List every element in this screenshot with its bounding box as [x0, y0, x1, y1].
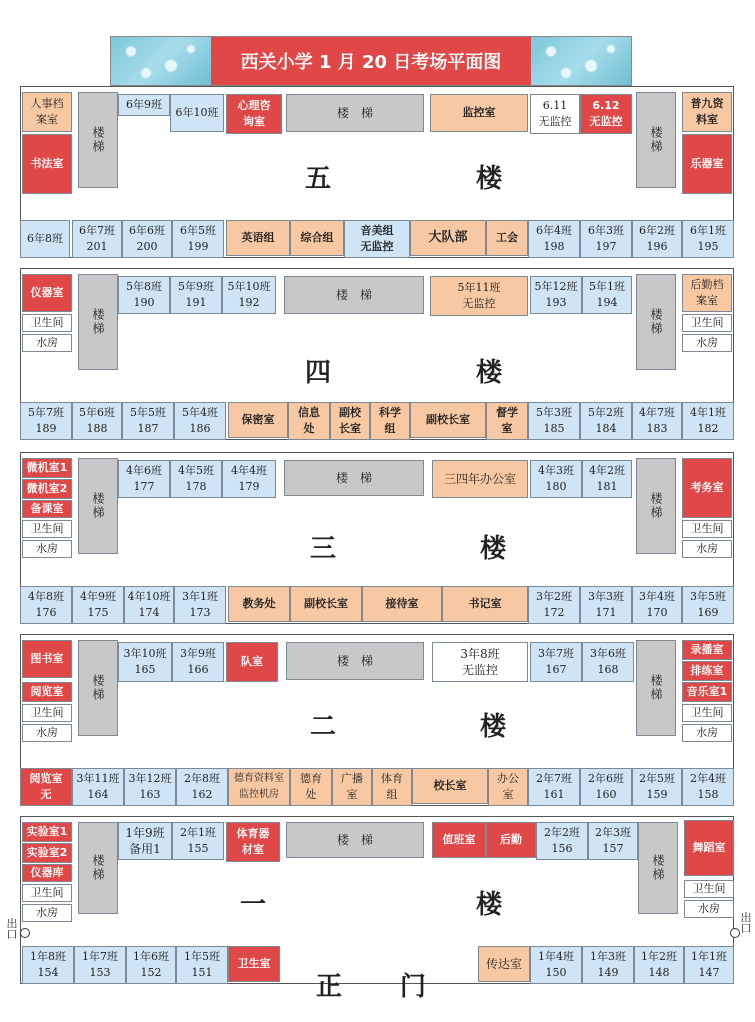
room-vice-principal-3: 副校长室 [290, 586, 362, 622]
stairs-5-left: 楼梯 [78, 92, 118, 188]
stairs-2-right: 楼梯 [636, 640, 676, 736]
room-6-2: 6年2班 196 [632, 220, 682, 258]
room-union: 工会 [486, 220, 528, 256]
room-broadcast: 广播 室 [332, 768, 372, 806]
main-gate-label: 正 门 [316, 972, 429, 1002]
room-team: 队室 [226, 642, 278, 682]
water-decoration-right [531, 37, 631, 85]
room-4-7: 4年7班 183 [632, 402, 682, 440]
floor-4-lou: 楼 [476, 358, 503, 388]
room-water-1l: 水房 [22, 904, 72, 922]
room-logistics: 后勤 [486, 822, 536, 858]
room-1-2: 1年2班 148 [634, 946, 684, 984]
stairs-5-center: 楼 梯 [286, 94, 424, 132]
room-logistics-archive: 后勤档 案室 [682, 274, 732, 312]
room-2-6: 2年6班 160 [580, 768, 632, 806]
room-5-11: 5年11班 无监控 [430, 276, 528, 316]
room-duty: 值班室 [432, 822, 486, 858]
room-2-7: 2年7班 161 [528, 768, 580, 806]
room-5-5: 5年5班 187 [122, 402, 174, 440]
room-4-3: 4年3班 180 [530, 460, 582, 498]
stairs-3-left: 楼梯 [78, 458, 118, 554]
room-exam-affairs: 考务室 [682, 458, 732, 518]
room-restroom-2l: 卫生间 [22, 704, 72, 722]
stairs-1-left: 楼梯 [78, 822, 118, 914]
room-3-5: 3年5班 169 [682, 586, 734, 624]
room-1-5: 1年5班 151 [176, 946, 228, 984]
floor-3-lou: 楼 [480, 534, 507, 564]
room-office-2: 办公 室 [488, 768, 528, 806]
room-3-12: 3年12班 163 [124, 768, 176, 806]
room-counseling: 心理咨 询室 [226, 94, 282, 134]
room-calligraphy: 书法室 [22, 134, 72, 194]
room-1-8: 1年8班 154 [22, 946, 74, 984]
room-4-1: 4年1班 182 [682, 402, 734, 440]
room-water-2l: 水房 [22, 724, 72, 742]
room-lesson-prep: 备课室 [22, 500, 72, 518]
room-5-10: 5年10班 192 [222, 276, 276, 314]
room-6-11: 6.11 无监控 [530, 94, 580, 134]
room-1-3: 1年3班 149 [582, 946, 634, 984]
room-6-8: 6年8班 [20, 220, 70, 258]
room-clinic: 卫生室 [228, 946, 280, 982]
room-1-4: 1年4班 150 [530, 946, 582, 984]
room-moral-office: 德育 处 [290, 768, 332, 806]
room-restroom-1l: 卫生间 [22, 884, 72, 902]
room-water-1r: 水房 [684, 900, 734, 918]
room-5-7: 5年7班 189 [20, 402, 72, 440]
room-inspector: 督学 室 [486, 402, 528, 440]
room-3-8: 3年8班 无监控 [432, 642, 528, 682]
water-decoration-left [111, 37, 211, 85]
room-confidential: 保密室 [228, 402, 288, 438]
room-2-5: 2年5班 159 [632, 768, 682, 806]
stairs-1-center: 楼 梯 [286, 822, 424, 858]
room-3-11: 3年11班 164 [72, 768, 124, 806]
room-6-1: 6年1班 195 [682, 220, 734, 258]
room-apparatus-store: 仪器库 [22, 864, 72, 882]
room-5-1: 5年1班 194 [582, 276, 632, 314]
room-restroom-4r: 卫生间 [682, 314, 732, 332]
room-3-10: 3年10班 165 [118, 642, 172, 682]
room-secretary: 书记室 [442, 586, 528, 622]
room-reading-a: 阅览室 [22, 682, 72, 702]
room-brigade: 大队部 [410, 220, 486, 256]
room-pe-equipment: 体育器 材室 [226, 822, 280, 862]
room-6-12: 6.12 无监控 [580, 94, 632, 134]
room-6-4: 6年4班 198 [528, 220, 580, 258]
room-3-2: 3年2班 172 [528, 586, 580, 624]
room-2-4: 2年4班 158 [682, 768, 734, 806]
room-water-4l: 水房 [22, 334, 72, 352]
room-music-1: 音乐室1 [682, 682, 732, 702]
room-6-6: 6年6班 200 [122, 220, 172, 258]
room-water-3l: 水房 [22, 540, 72, 558]
room-1-7: 1年7班 153 [74, 946, 126, 984]
room-apparatus: 仪器室 [22, 274, 72, 312]
room-5-9: 5年9班 191 [170, 276, 222, 314]
exit-right-label: 出口 [740, 911, 752, 935]
floor-3-label: 三 [310, 534, 337, 564]
room-5-6: 5年6班 188 [72, 402, 122, 440]
stairs-4-left: 楼梯 [78, 274, 118, 370]
room-restroom-3l: 卫生间 [22, 520, 72, 538]
room-6-5: 6年5班 199 [172, 220, 224, 258]
room-2-1: 2年1班 155 [172, 822, 224, 860]
room-lab-1: 实验室1 [22, 822, 72, 842]
room-music-art-group: 音美组 无监控 [344, 220, 410, 258]
room-pe-group: 体育 组 [372, 768, 412, 806]
room-vice-principal-b: 副校长室 [410, 402, 486, 438]
floor-5-lou: 楼 [476, 164, 503, 194]
room-reading-b: 阅览室 无 [20, 768, 72, 806]
exit-left-label: 出口 [6, 917, 18, 941]
room-4-10: 4年10班 174 [124, 586, 174, 624]
room-2-3: 2年3班 157 [588, 822, 638, 860]
room-science-group: 科学 组 [370, 402, 410, 440]
floor-1-label: 一 [240, 890, 267, 920]
stairs-2-center: 楼 梯 [286, 642, 424, 680]
room-instruments: 乐器室 [682, 134, 732, 194]
room-4-4: 4年4班 179 [222, 460, 276, 498]
room-lab-2: 实验室2 [22, 843, 72, 863]
room-5-8: 5年8班 190 [118, 276, 170, 314]
stairs-3-center: 楼 梯 [284, 460, 424, 496]
room-2-8: 2年8班 162 [176, 768, 228, 806]
room-restroom-1r: 卫生间 [684, 880, 734, 898]
room-5-2: 5年2班 184 [580, 402, 632, 440]
room-6-9: 6年9班 [118, 94, 170, 116]
room-pujiu-archive: 普九资 料室 [682, 92, 732, 132]
exit-right-marker [730, 928, 740, 938]
room-information: 信息 处 [288, 402, 330, 440]
title-banner [110, 36, 632, 86]
room-computer-1: 微机室1 [22, 458, 72, 478]
room-4-9: 4年9班 175 [72, 586, 124, 624]
room-water-3r: 水房 [682, 540, 732, 558]
room-3-1: 3年1班 173 [174, 586, 226, 624]
floor-4-label: 四 [305, 358, 332, 388]
room-vice-principal-a: 副校 长室 [330, 402, 370, 440]
room-6-3: 6年3班 197 [580, 220, 632, 258]
room-moral-archive: 德育资料室 监控机房 [228, 768, 290, 806]
room-recording: 录播室 [682, 640, 732, 660]
room-5-12: 5年12班 193 [530, 276, 582, 314]
room-english-group: 英语组 [226, 220, 290, 256]
room-dance: 舞蹈室 [684, 820, 734, 876]
stairs-4-center: 楼 梯 [284, 276, 424, 314]
stairs-1-right: 楼梯 [638, 822, 678, 914]
stairs-3-right: 楼梯 [636, 458, 676, 554]
room-library: 图书室 [22, 640, 72, 678]
room-1-6: 1年6班 152 [126, 946, 176, 984]
room-academic-affairs: 教务处 [228, 586, 290, 622]
room-restroom-3r: 卫生间 [682, 520, 732, 538]
room-6-10: 6年10班 [170, 94, 224, 132]
room-water-4r: 水房 [682, 334, 732, 352]
room-4-6: 4年6班 177 [118, 460, 170, 498]
room-principal: 校长室 [412, 768, 488, 804]
room-5-3: 5年3班 185 [528, 402, 580, 440]
stairs-2-left: 楼梯 [78, 640, 118, 736]
stairs-4-right: 楼梯 [636, 274, 676, 370]
room-3-7: 3年7班 167 [530, 642, 582, 682]
room-personnel-archive: 人事档 案室 [22, 92, 72, 132]
room-2-2: 2年2班 156 [536, 822, 588, 860]
page-title: 西关小学 1 月 20 日考场平面图 [211, 37, 531, 85]
room-restroom-2r: 卫生间 [682, 704, 732, 722]
room-monitoring: 监控室 [430, 94, 528, 132]
room-grade-3-4-office: 三四年办公室 [432, 460, 528, 498]
floor-1-lou: 楼 [476, 890, 503, 920]
floor-2-lou: 楼 [480, 712, 507, 742]
room-water-2r: 水房 [682, 724, 732, 742]
floor-5-label: 五 [305, 164, 332, 194]
room-3-3: 3年3班 171 [580, 586, 632, 624]
room-1-9: 1年9班 备用1 [118, 822, 172, 860]
room-4-5: 4年5班 178 [170, 460, 222, 498]
room-restroom-4l: 卫生间 [22, 314, 72, 332]
room-reception-gate: 传达室 [478, 946, 530, 982]
room-6-7: 6年7班 201 [72, 220, 122, 258]
room-reception: 接待室 [362, 586, 442, 622]
exit-left-marker [20, 928, 30, 938]
room-3-9: 3年9班 166 [172, 642, 224, 682]
floor-2-label: 二 [310, 712, 337, 742]
room-rehearsal: 排练室 [682, 661, 732, 681]
room-4-8: 4年8班 176 [20, 586, 72, 624]
room-5-4: 5年4班 186 [174, 402, 226, 440]
room-3-6: 3年6班 168 [582, 642, 634, 682]
room-general-group: 综合组 [290, 220, 344, 256]
stairs-5-right: 楼梯 [636, 92, 676, 188]
room-3-4: 3年4班 170 [632, 586, 682, 624]
room-computer-2: 微机室2 [22, 479, 72, 499]
room-1-1: 1年1班 147 [684, 946, 734, 984]
room-4-2: 4年2班 181 [582, 460, 632, 498]
